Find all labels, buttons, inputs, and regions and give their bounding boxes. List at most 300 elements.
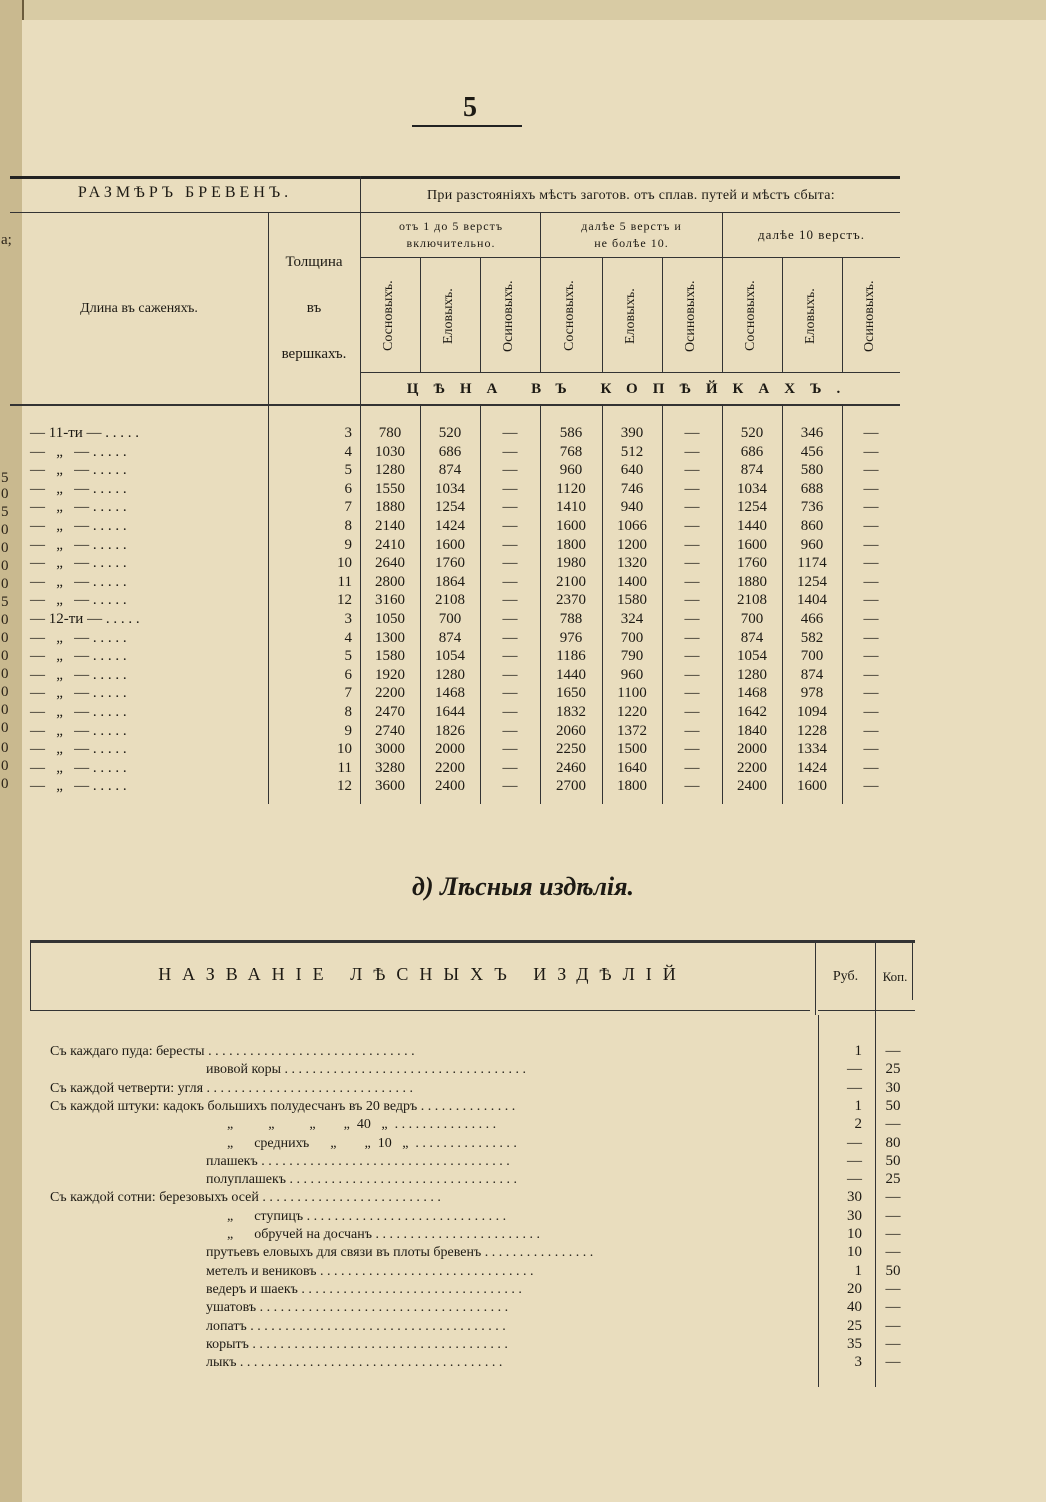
price-cell: 768 xyxy=(559,443,583,460)
price-cell: 700 xyxy=(800,648,824,665)
product-sublabel: прутьевъ еловыхъ для связи въ плоты бревенъ . . . . . . . . . . . . . . . . xyxy=(206,1245,594,1261)
price-cell: 2108 xyxy=(435,592,465,609)
margin-stub: 0 xyxy=(1,540,9,556)
price-cell: — xyxy=(684,443,700,460)
price-cell: 582 xyxy=(800,629,824,646)
price-cell: 1410 xyxy=(556,499,586,516)
price-cell: 1600 xyxy=(556,518,586,534)
price-cell: — xyxy=(684,611,700,627)
row-thickness: 7 xyxy=(344,499,352,516)
product-sublabel: „ „ „ „ 40 „ . . . . . . . . . . . . . . . xyxy=(206,1117,497,1133)
header-product-name: НАЗВАНІЕ ЛѢСНЫХЪ ИЗДѢЛІЙ xyxy=(158,964,687,984)
wood-type-label: Осиновыхъ. xyxy=(862,280,877,352)
price-cell: 2200 xyxy=(435,759,465,776)
price-kop: — xyxy=(885,1299,901,1316)
price-cell: 2140 xyxy=(375,518,405,534)
header-rub: Руб. xyxy=(832,969,859,984)
price-cell: 700 xyxy=(438,611,462,627)
price-cell: — xyxy=(684,685,700,702)
price-cell: — xyxy=(502,611,518,627)
rule xyxy=(602,257,603,372)
price-cell: — xyxy=(863,536,879,553)
price-cell: — xyxy=(502,443,518,460)
price-cell: 2410 xyxy=(375,536,405,553)
price-cell: — xyxy=(863,573,879,590)
margin-stub: 0 xyxy=(1,522,9,538)
product-label: Съ каждой штуки: кадокъ большихъ полудесчанъ въ 20 ведръ . . . . . . . . . . . . . . xyxy=(50,1098,516,1114)
price-cell: 520 xyxy=(438,425,462,441)
price-kop: 30 xyxy=(885,1079,901,1096)
product-sublabel: „ среднихъ „ „ 10 „ . . . . . . . . . . . . . . . xyxy=(206,1135,517,1151)
price-cell: — xyxy=(863,685,879,702)
price-cell: 1400 xyxy=(617,573,647,590)
table-row xyxy=(30,1079,915,1098)
price-cell: — xyxy=(684,536,700,553)
rule xyxy=(360,212,900,213)
table-row xyxy=(30,1280,915,1299)
price-cell: — xyxy=(863,480,879,497)
table-row xyxy=(30,1188,915,1207)
price-cell: 1094 xyxy=(797,704,827,720)
row-thickness: 4 xyxy=(344,629,352,646)
price-cell: — xyxy=(684,722,700,739)
product-sublabel: плашекъ . . . . . . . . . . . . . . . . . . . . . . . . . . . . . . . . . . . . xyxy=(206,1153,510,1169)
table-row xyxy=(10,517,900,535)
price-cell: — xyxy=(502,573,518,590)
price-cell: — xyxy=(684,555,700,572)
table-row xyxy=(10,443,900,461)
price-kop: 80 xyxy=(885,1134,901,1151)
price-cell: 686 xyxy=(438,443,462,460)
product-label: Съ каждой сотни: березовыхъ осей . . . . . . . . . . . . . . . . . . . . . . . . . . xyxy=(50,1190,441,1206)
price-rub: — xyxy=(847,1152,862,1169)
table-row xyxy=(30,1335,915,1354)
price-cell: — xyxy=(684,518,700,534)
price-cell: 1760 xyxy=(435,555,465,572)
price-cell: — xyxy=(502,499,518,516)
row-thickness: 12 xyxy=(337,592,352,609)
price-cell: 1254 xyxy=(737,499,767,516)
price-cell: 1120 xyxy=(556,480,586,497)
row-length: — 12-ти — . . . . . xyxy=(30,611,140,627)
price-cell: — xyxy=(684,573,700,590)
group2-line1: далѣе 5 верстъ и xyxy=(581,219,682,233)
price-cell: 1826 xyxy=(435,722,465,739)
price-cell: 940 xyxy=(620,499,644,516)
product-label: Съ каждой четверти: угля . . . . . . . . . . . . . . . . . . . . . . . . . . . . . . xyxy=(50,1080,414,1096)
row-thickness: 5 xyxy=(344,648,352,665)
price-cell: — xyxy=(863,425,879,441)
row-thickness: 4 xyxy=(344,443,352,460)
price-cell: — xyxy=(684,592,700,609)
header-kop: Коп. xyxy=(882,969,908,984)
row-length: — „ — . . . . . xyxy=(30,499,127,516)
row-thickness: 11 xyxy=(337,759,352,776)
table-row xyxy=(30,1042,915,1061)
price-cell: 2100 xyxy=(556,573,586,590)
price-cell: 1832 xyxy=(556,704,586,720)
wood-type-label: Сосновыхъ. xyxy=(743,280,758,352)
product-sublabel: корытъ . . . . . . . . . . . . . . . . . . . . . . . . . . . . . . . . . . . . . xyxy=(206,1336,508,1352)
margin-stub: 0 xyxy=(1,720,9,736)
rule xyxy=(662,257,663,372)
margin-stub: 0 xyxy=(1,630,9,646)
price-cell: 324 xyxy=(620,611,644,627)
price-cell: 1280 xyxy=(737,666,767,683)
price-cell: 1880 xyxy=(375,499,405,516)
margin-stub: а; xyxy=(1,232,12,248)
price-cell: 1034 xyxy=(435,480,465,497)
price-cell: 2400 xyxy=(435,778,465,795)
row-length: — „ — . . . . . xyxy=(30,704,127,720)
price-cell: 1980 xyxy=(556,555,586,572)
price-cell: — xyxy=(684,741,700,758)
price-cell: 1864 xyxy=(435,573,465,590)
margin-stub: 0 xyxy=(1,612,9,628)
price-cell: 2250 xyxy=(556,741,586,758)
price-cell: 960 xyxy=(620,666,644,683)
table-row xyxy=(10,610,900,628)
margin-stub: 0 xyxy=(1,684,9,700)
wood-type-label: Осиновыхъ. xyxy=(683,280,698,352)
group2-line2: не болѣе 10. xyxy=(594,236,669,250)
row-thickness: 7 xyxy=(344,685,352,702)
price-cell: 736 xyxy=(800,499,824,516)
price-cell: 1186 xyxy=(556,648,586,665)
price-cell: 1424 xyxy=(435,518,465,534)
price-cell: 1440 xyxy=(556,666,586,683)
price-kop: — xyxy=(885,1317,901,1334)
price-cell: 2000 xyxy=(435,741,465,758)
price-cell: — xyxy=(684,759,700,776)
row-length: — „ — . . . . . xyxy=(30,778,127,795)
row-thickness: 12 xyxy=(337,778,352,795)
price-cell: 1066 xyxy=(617,518,647,534)
page-number: 5 xyxy=(463,92,477,123)
price-cell: 686 xyxy=(740,443,764,460)
price-rub: — xyxy=(847,1134,862,1151)
price-rub: 2 xyxy=(854,1116,862,1133)
table-row xyxy=(10,573,900,591)
price-cell: — xyxy=(863,499,879,516)
price-cell: 1840 xyxy=(737,722,767,739)
price-rub: 1 xyxy=(854,1262,862,1279)
price-cell: — xyxy=(863,592,879,609)
group3-label: далѣе 10 верстъ. xyxy=(757,227,866,242)
margin-stub: 0 xyxy=(1,758,9,774)
table-row xyxy=(30,1097,915,1116)
price-cell: 1500 xyxy=(617,741,647,758)
price-cell: 1254 xyxy=(435,499,465,516)
table-row xyxy=(30,1170,915,1189)
price-cell: 1220 xyxy=(617,704,647,720)
price-cell: 2800 xyxy=(375,573,405,590)
rule xyxy=(10,212,360,213)
rule xyxy=(360,257,900,258)
price-cell: 860 xyxy=(800,518,824,534)
row-length: — „ — . . . . . xyxy=(30,462,127,479)
price-cell: 2370 xyxy=(556,592,586,609)
price-cell: 1920 xyxy=(375,666,405,683)
price-rub: 30 xyxy=(847,1189,862,1206)
product-sublabel: „ ступицъ . . . . . . . . . . . . . . . . . . . . . . . . . . . . . xyxy=(206,1208,507,1224)
table-row xyxy=(10,777,900,795)
table-top-rule xyxy=(10,176,900,179)
price-cell: 580 xyxy=(800,462,824,479)
price-cell: 1200 xyxy=(617,536,647,553)
price-cell: 1800 xyxy=(617,778,647,795)
price-cell: 1050 xyxy=(375,611,405,627)
row-thickness: 5 xyxy=(344,462,352,479)
price-cell: 390 xyxy=(620,425,644,441)
price-cell: — xyxy=(863,629,879,646)
margin-stub: 0 xyxy=(1,740,9,756)
table-row xyxy=(10,554,900,572)
rule xyxy=(360,372,900,373)
table-row xyxy=(10,498,900,516)
price-cell: 874 xyxy=(438,462,462,479)
price-cell: — xyxy=(502,685,518,702)
price-cell: — xyxy=(502,536,518,553)
price-cell: — xyxy=(863,704,879,720)
table-row xyxy=(10,740,900,758)
price-kop: — xyxy=(885,1244,901,1261)
row-length: — „ — . . . . . xyxy=(30,518,127,534)
price-cell: 1642 xyxy=(737,704,767,720)
header-thickness-1: Толщина xyxy=(285,254,343,270)
price-cell: 466 xyxy=(800,611,824,627)
price-cell: 2470 xyxy=(375,704,405,720)
table-row xyxy=(30,1243,915,1262)
table-row xyxy=(30,1225,915,1244)
price-cell: 3000 xyxy=(375,741,405,758)
price-cell: 1320 xyxy=(617,555,647,572)
table-row xyxy=(30,1152,915,1171)
table-row xyxy=(30,1060,915,1079)
price-rub: — xyxy=(847,1061,862,1078)
price-cell: — xyxy=(502,518,518,534)
price-cell: 1600 xyxy=(797,778,827,795)
price-cell: 790 xyxy=(620,648,644,665)
price-cell: 1372 xyxy=(617,722,647,739)
price-cell: — xyxy=(502,704,518,720)
row-thickness: 9 xyxy=(344,536,352,553)
row-thickness: 10 xyxy=(337,741,352,758)
rule xyxy=(818,1010,915,1011)
price-cell: 1254 xyxy=(797,573,827,590)
row-length: — „ — . . . . . xyxy=(30,685,127,702)
price-kop: — xyxy=(885,1116,901,1133)
header-thickness-3: вершкахъ. xyxy=(281,346,347,362)
price-cell: — xyxy=(502,648,518,665)
table-row xyxy=(30,1134,915,1153)
rule xyxy=(30,1010,810,1011)
wood-type-label: Еловыхъ. xyxy=(441,288,456,344)
header-thickness-2: въ xyxy=(306,300,322,316)
price-cell: 1650 xyxy=(556,685,586,702)
rule xyxy=(480,257,481,372)
price-cell: — xyxy=(863,722,879,739)
row-length: — 11-ти — . . . . . xyxy=(30,425,140,441)
price-kop: — xyxy=(885,1207,901,1224)
price-cell: 746 xyxy=(620,480,644,497)
price-cell: — xyxy=(502,592,518,609)
price-cell: — xyxy=(502,425,518,441)
price-rub: 10 xyxy=(847,1244,862,1261)
price-cell: 1054 xyxy=(435,648,465,665)
margin-stub: 5 xyxy=(1,470,9,486)
price-rub: 30 xyxy=(847,1207,862,1224)
product-sublabel: лопатъ . . . . . . . . . . . . . . . . . . . . . . . . . . . . . . . . . . . . . xyxy=(206,1318,506,1334)
price-cell: 346 xyxy=(800,425,824,441)
row-thickness: 10 xyxy=(337,555,352,572)
margin-stub: 0 xyxy=(1,486,9,502)
price-rub: 20 xyxy=(847,1280,862,1297)
price-cell: — xyxy=(863,443,879,460)
price-cell: — xyxy=(502,778,518,795)
price-kop: 50 xyxy=(885,1262,901,1279)
product-label: Съ каждаго пуда: бересты . . . . . . . . . . . . . . . . . . . . . . . . . . . . . . xyxy=(50,1044,415,1059)
price-cell: — xyxy=(684,648,700,665)
price-cell: 1440 xyxy=(737,518,767,534)
price-cell: — xyxy=(502,629,518,646)
price-kop: 50 xyxy=(885,1097,901,1114)
wood-type-label: Осиновыхъ. xyxy=(501,280,516,352)
row-length: — „ — . . . . . xyxy=(30,443,127,460)
price-cell: 700 xyxy=(620,629,644,646)
product-sublabel: „ обручей на досчанъ . . . . . . . . . . . . . . . . . . . . . . . . xyxy=(206,1227,540,1242)
margin-stub: 0 xyxy=(1,702,9,718)
price-cell: — xyxy=(863,759,879,776)
price-cell: 1280 xyxy=(435,666,465,683)
table-row xyxy=(30,1115,915,1134)
price-cell: — xyxy=(863,666,879,683)
price-cell: — xyxy=(684,425,700,441)
price-cell: 520 xyxy=(740,425,764,441)
price-cell: 700 xyxy=(740,611,764,627)
row-length: — „ — . . . . . xyxy=(30,722,127,739)
price-cell: 512 xyxy=(620,443,644,460)
price-rub: 1 xyxy=(854,1043,862,1059)
price-rub: 3 xyxy=(854,1354,862,1371)
table-row xyxy=(10,424,900,442)
price-cell: — xyxy=(684,629,700,646)
table-row xyxy=(10,759,900,777)
price-cell: 2108 xyxy=(737,592,767,609)
price-rub: 25 xyxy=(847,1317,862,1334)
product-sublabel: полуплашекъ . . . . . . . . . . . . . . . . . . . . . . . . . . . . . . . . . xyxy=(206,1172,518,1188)
price-cell: 1600 xyxy=(737,536,767,553)
row-length: — „ — . . . . . xyxy=(30,648,127,665)
row-thickness: 11 xyxy=(337,573,352,590)
table-row xyxy=(30,1207,915,1226)
price-cell: — xyxy=(684,666,700,683)
row-length: — „ — . . . . . xyxy=(30,480,127,497)
row-thickness: 6 xyxy=(344,666,352,683)
margin-stub: 5 xyxy=(1,594,9,610)
margin-stub: 0 xyxy=(1,576,9,592)
price-cell: 978 xyxy=(800,685,824,702)
price-cell: 1800 xyxy=(556,536,586,553)
log-price-table xyxy=(10,154,900,804)
price-cell: — xyxy=(502,759,518,776)
row-thickness: 6 xyxy=(344,480,352,497)
price-cell: — xyxy=(863,518,879,534)
price-cell: 960 xyxy=(559,462,583,479)
price-cell: — xyxy=(684,704,700,720)
price-cell: 1424 xyxy=(797,759,827,776)
price-cell: 780 xyxy=(378,425,402,441)
price-cell: 1054 xyxy=(737,648,767,665)
price-cell: — xyxy=(863,611,879,627)
price-cell: 1644 xyxy=(435,704,465,720)
price-cell: 976 xyxy=(559,629,583,646)
price-cell: 2060 xyxy=(556,722,586,739)
rule xyxy=(420,257,421,372)
price-cell: 1228 xyxy=(797,722,827,739)
price-cell: 874 xyxy=(740,462,764,479)
price-kop: — xyxy=(885,1226,901,1242)
price-cell: — xyxy=(502,741,518,758)
price-cell: 2700 xyxy=(556,778,586,795)
price-cell: 1300 xyxy=(375,629,405,646)
price-cell: 640 xyxy=(620,462,644,479)
table-row xyxy=(10,536,900,554)
table-row xyxy=(10,703,900,721)
row-thickness: 3 xyxy=(344,425,352,441)
price-cell: — xyxy=(863,741,879,758)
price-cell: 2460 xyxy=(556,759,586,776)
price-cell: — xyxy=(863,648,879,665)
margin-stub: 0 xyxy=(1,666,9,682)
price-kop: — xyxy=(885,1043,901,1059)
table-row xyxy=(30,1317,915,1336)
price-cell: — xyxy=(502,462,518,479)
price-rub: — xyxy=(847,1079,862,1096)
price-cell: 1404 xyxy=(797,592,827,609)
price-cell: 3600 xyxy=(375,778,405,795)
row-length: — „ — . . . . . xyxy=(30,629,127,646)
margin-stub: 0 xyxy=(1,648,9,664)
wood-products-table xyxy=(30,940,915,1395)
price-cell: 1034 xyxy=(737,480,767,497)
price-cell: 1100 xyxy=(617,685,647,702)
price-cell: 1600 xyxy=(435,536,465,553)
price-cell: 1580 xyxy=(617,592,647,609)
price-cell: 1334 xyxy=(797,741,827,758)
price-cell: 586 xyxy=(559,425,583,441)
price-cell: 2200 xyxy=(737,759,767,776)
row-thickness: 8 xyxy=(344,518,352,534)
rule xyxy=(10,404,900,406)
price-cell: 1280 xyxy=(375,462,405,479)
row-thickness: 8 xyxy=(344,704,352,720)
price-cell: 2400 xyxy=(737,778,767,795)
table-row xyxy=(30,1298,915,1317)
price-cell: — xyxy=(502,666,518,683)
rule xyxy=(782,257,783,372)
page-number-rule xyxy=(412,125,522,127)
row-thickness: 9 xyxy=(344,722,352,739)
table-row xyxy=(10,647,900,665)
price-cell: — xyxy=(863,462,879,479)
price-kop: 50 xyxy=(885,1152,901,1169)
price-caption: ЦѢНА ВЪ КОПѢЙКАХЪ. xyxy=(406,381,856,397)
row-length: — „ — . . . . . xyxy=(30,666,127,683)
row-length: — „ — . . . . . xyxy=(30,741,127,758)
margin-stub: 0 xyxy=(1,776,9,792)
price-cell: 1468 xyxy=(737,685,767,702)
